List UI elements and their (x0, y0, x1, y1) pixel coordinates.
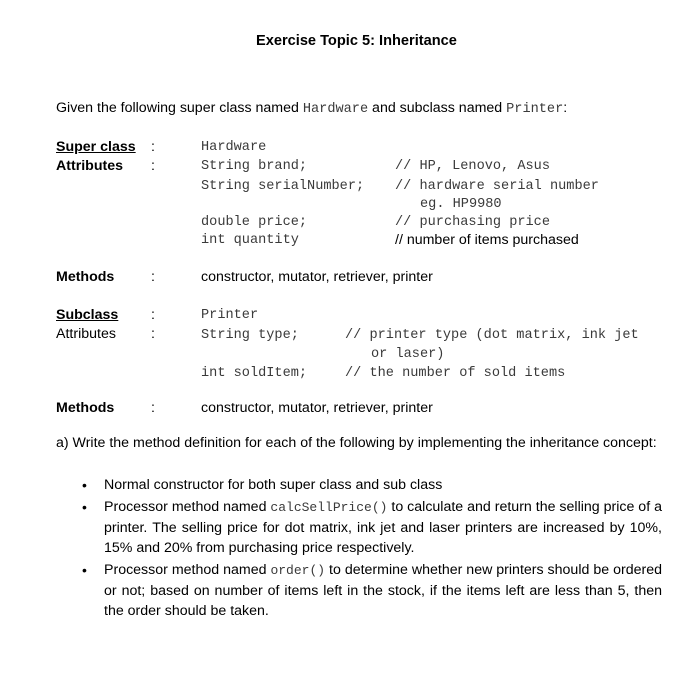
subclass-methods-colon: : (151, 400, 155, 416)
intro-after: : (563, 100, 568, 116)
bullet-icon: • (82, 562, 87, 578)
bullet-icon: • (82, 477, 87, 493)
attr-comment-type-cont: or laser) (371, 347, 445, 362)
intro-super-name: Hardware (302, 102, 369, 117)
bullet-after: to determine whether new printers should be ordered or not; based on number of items left in the stock, if the items left are less than 5, then the order should be taken. (104, 562, 662, 619)
superclass-name: Hardware (201, 140, 267, 155)
subclass-name: Printer (201, 308, 259, 323)
attr-comment-serial-cont: eg. HP9980 (420, 197, 502, 212)
superclass-colon: : (151, 139, 155, 155)
bullet-icon: • (82, 499, 87, 515)
attr-comment-serial: // hardware serial number (395, 179, 599, 194)
bullet-after: to calculate and return the selling price of a printer. The selling price for dot matrix, ink jet and laser printers are increased by 10%, 15% and 20% from purchasing price respectively. (104, 499, 662, 556)
attr-code-price: double price; (201, 215, 308, 230)
bullet-code: calcSellPrice() (270, 500, 388, 515)
list-item (82, 560, 662, 621)
list-item (82, 475, 662, 495)
intro-sub-name: Printer (506, 102, 564, 117)
attr-code-brand: String brand; (201, 159, 308, 174)
intro-line (56, 100, 567, 117)
bullet-before: Processor method named (104, 562, 271, 578)
superclass-label: Super class (56, 139, 136, 155)
attr-code-type: String type; (201, 328, 299, 343)
intro-middle: and subclass named (368, 100, 507, 116)
attr-code-solditem: int soldItem; (201, 366, 308, 381)
intro-before: Given the following super class named (56, 100, 303, 116)
subclass-attributes-colon: : (151, 326, 155, 342)
attr-comment-type: // printer type (dot matrix, ink jet (345, 328, 639, 343)
superclass-methods-colon: : (151, 269, 155, 285)
question-a-text (56, 433, 686, 453)
attr-code-serial: String serialNumber; (201, 179, 365, 194)
bullet-text: Normal constructor for both super class and sub class (104, 477, 443, 493)
attr-comment-brand: // HP, Lenovo, Asus (395, 159, 550, 174)
superclass-attributes-label: Attributes (56, 158, 123, 174)
question-a-body: a) Write the method definition for each of the following by implementing the inheritance concept: (56, 435, 657, 451)
subclass-colon: : (151, 307, 155, 323)
subclass-methods: constructor, mutator, retriever, printer (201, 400, 433, 416)
bullet-before: Processor method named (104, 499, 271, 515)
subclass-attributes-label: Attributes (56, 326, 116, 342)
subclass-label: Subclass (56, 307, 119, 323)
superclass-attributes-colon: : (151, 158, 155, 174)
question-a-bullets (82, 475, 662, 623)
subclass-methods-label: Methods (56, 400, 115, 416)
page-title: Exercise Topic 5: Inheritance (256, 33, 457, 49)
attr-comment-solditem: // the number of sold items (345, 366, 566, 381)
attr-comment-quantity: // number of items purchased (395, 232, 579, 248)
superclass-methods-label: Methods (56, 269, 115, 285)
list-item (82, 497, 662, 558)
attr-comment-price: // purchasing price (395, 215, 550, 230)
superclass-methods: constructor, mutator, retriever, printer (201, 269, 433, 285)
bullet-code: order() (270, 563, 326, 578)
attr-code-quantity: int quantity (201, 233, 299, 248)
